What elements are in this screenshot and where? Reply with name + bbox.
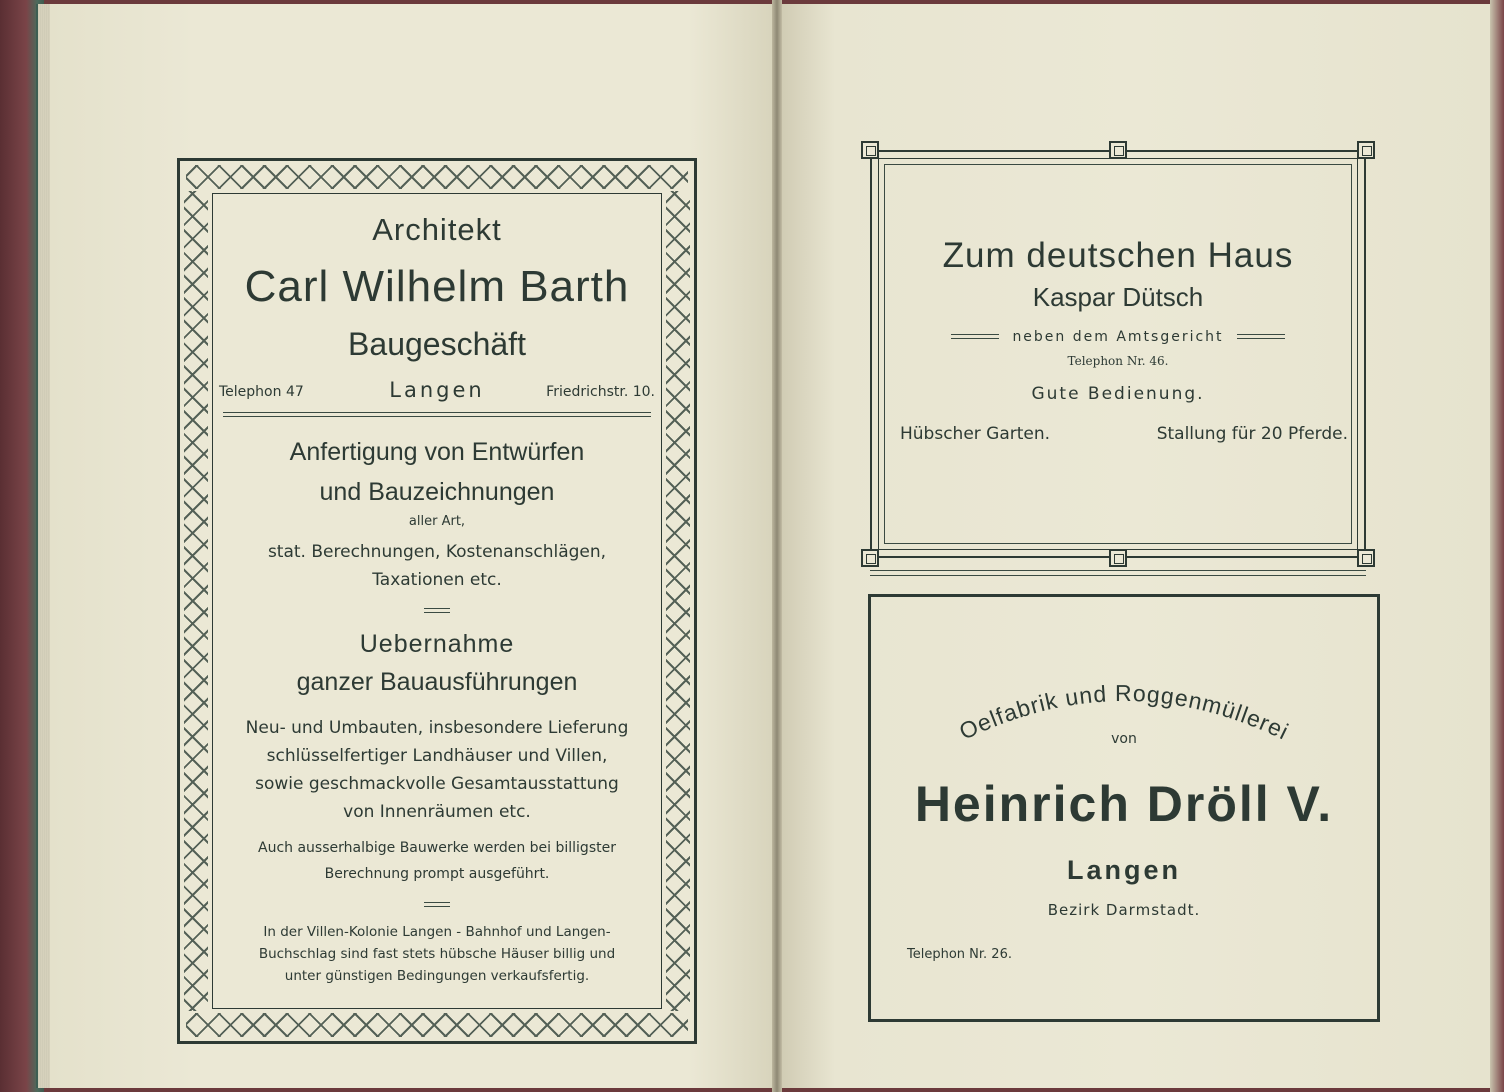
service-line: Anfertigung von Entwürfen xyxy=(289,438,585,466)
ad-heading: Architekt xyxy=(372,212,502,247)
von-label: von xyxy=(1111,731,1137,747)
external-work-note: Berechnung prompt ausgeführt. xyxy=(324,866,550,882)
telephone: Telephon Nr. 46. xyxy=(1067,354,1169,368)
ornament-border-right xyxy=(666,191,690,1011)
architect-name: Carl Wilhelm Barth xyxy=(244,262,630,311)
arched-title-path: Oelfabrik und Roggenmüllerei xyxy=(955,679,1294,745)
corner-ornament xyxy=(1109,141,1127,159)
service-detail: schlüsselfertiger Landhäuser und Villen, xyxy=(266,746,608,766)
architect-advertisement xyxy=(177,158,697,1044)
service-detail: Taxationen etc. xyxy=(372,570,502,590)
corner-ornament xyxy=(861,141,879,159)
street-address: Friedrichstr. 10. xyxy=(546,384,655,400)
telephone: Telephon Nr. 26. xyxy=(907,947,1012,962)
service-line: und Bauzeichnungen xyxy=(319,478,555,506)
service-detail: sowie geschmackvolle Gesamtausstattung xyxy=(255,774,619,794)
corner-ornament xyxy=(1357,549,1375,567)
telephone: Telephon 47 xyxy=(219,384,304,400)
mill-owner-name: Heinrich Dröll V. xyxy=(914,776,1334,832)
divider xyxy=(223,416,651,417)
ornament-border-left xyxy=(184,191,208,1011)
service-line: ganzer Bauausführungen xyxy=(296,668,578,696)
footer-line: Buchschlag sind fast stets hübsche Häuser billig und xyxy=(258,946,616,962)
book-gutter xyxy=(772,0,782,1092)
footer-line: unter günstigen Bedingungen verkaufsfertig. xyxy=(284,968,590,984)
ornament-border-top xyxy=(186,165,688,189)
city: Langen xyxy=(389,378,485,402)
footer-line: In der Villen-Kolonie Langen - Bahnhof und Langen- xyxy=(263,924,611,940)
amenities-line xyxy=(900,424,1348,448)
service-detail: stat. Berechnungen, Kostenanschlägen, xyxy=(267,542,607,562)
arched-title xyxy=(871,637,1377,787)
divider xyxy=(1237,334,1285,339)
external-work-note: Auch ausserhalbige Bauwerke werden bei billigster xyxy=(258,840,616,856)
corner-ornament xyxy=(1109,549,1127,567)
business-type: Baugeschäft xyxy=(348,326,526,362)
city: Langen xyxy=(1066,855,1181,885)
contact-line xyxy=(219,378,655,408)
inn-name: Zum deutschen Haus xyxy=(942,236,1294,275)
owner-name: Kaspar Dütsch xyxy=(1032,282,1204,312)
service-detail: von Innenräumen etc. xyxy=(343,802,531,822)
location-note: neben dem Amtsgericht xyxy=(1012,328,1224,345)
mill-advertisement xyxy=(868,594,1380,1022)
service-line: Uebernahme xyxy=(359,630,515,658)
divider xyxy=(223,412,651,413)
book-right-edge xyxy=(1490,0,1504,1092)
divider xyxy=(951,334,999,339)
section-mark xyxy=(424,608,450,613)
corner-ornament xyxy=(861,549,879,567)
ornament-border-bottom xyxy=(186,1013,688,1037)
location-line xyxy=(858,326,1378,348)
district: Bezirk Darmstadt. xyxy=(1047,901,1201,919)
service-note: aller Art, xyxy=(408,514,466,529)
section-mark xyxy=(424,902,450,907)
ad-content-area xyxy=(212,193,662,1009)
garden-note: Hübscher Garten. xyxy=(900,424,1051,444)
inn-advertisement xyxy=(858,138,1378,570)
service-detail: Neu- und Umbauten, insbesondere Lieferung xyxy=(245,718,629,738)
divider xyxy=(870,570,1366,576)
stable-note: Stallung für 20 Pferde. xyxy=(1156,424,1348,444)
corner-ornament xyxy=(1357,141,1375,159)
service-note: Gute Bedienung. xyxy=(1031,384,1205,404)
